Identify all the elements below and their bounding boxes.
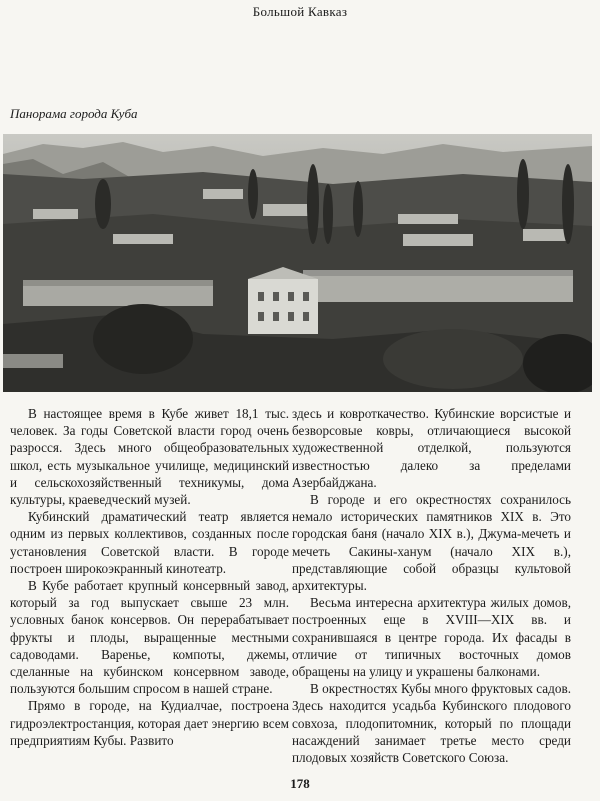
page-number: 178 (290, 776, 310, 791)
paragraph: В настоящее время в Кубе живет 18,1 тыс. человек. За годы Советской власти город очень разросся. Здесь много общеобразовательных школ, есть музыкальное училище, медицинский и сельскохозяйственный техникумы, дома культуры, краеведческий музей. (10, 406, 289, 508)
right-text-column (292, 405, 571, 766)
figure-caption: Панорама города Куба (10, 106, 138, 121)
paragraph: В окрестностях Кубы много фруктовых садов. Здесь находится усадьба Кубинского плодового совхоза, плодопитомник, который по площади насаждений занимает третье место среди плодовых хозяйств Советского Союза. (292, 681, 571, 766)
paragraph: В Кубе работает крупный консервный завод, который за год выпускает свыше 23 млн. условных банок консервов. Он перерабатывает фрукты и плоды, выращенные местными садоводами. Варенье, компоты, джемы, сделанные на кубинском консервном заводе, пользуются большим спросом в нашей стране. (10, 578, 289, 697)
left-text-column (10, 405, 289, 749)
photo-panorama-icon (3, 134, 592, 392)
paragraph: Кубинский драматический театр является одним из первых коллективов, созданных после установления Советской власти. В городе построен широкоэкранный кинотеатр. (10, 509, 289, 576)
paragraph: Прямо в городе, на Кудиалчае, построена гидроэлектростанция, которая дает энергию всем предприятиям Кубы. Развито (10, 698, 289, 748)
paragraph: В городе и его окрестностях сохранилось немало исторических памятников XIX в. Это городская баня (начало XIX в.), Джума-мечеть и мечеть Сакины-ханум (начало XIX в.), представляющие собой образцы культовой архитектуры. (292, 492, 571, 594)
running-header: Большой Кавказ (252, 4, 348, 19)
panorama-photo (3, 134, 592, 392)
paragraph: Весьма интересна архитектура жилых домов, построенных еще в XVIII—XIX вв. и сохранившаяся в центре города. Их фасады в отличие от типичных восточных домов обращены на улицу и украшены балконами. (292, 595, 571, 680)
paragraph-continued: здесь и ковроткачество. Кубинские ворсистые и безворсовые ковры, отличающиеся высокой художественной отделкой, пользуются известностью далеко за пределами Азербайджана. (292, 406, 571, 490)
